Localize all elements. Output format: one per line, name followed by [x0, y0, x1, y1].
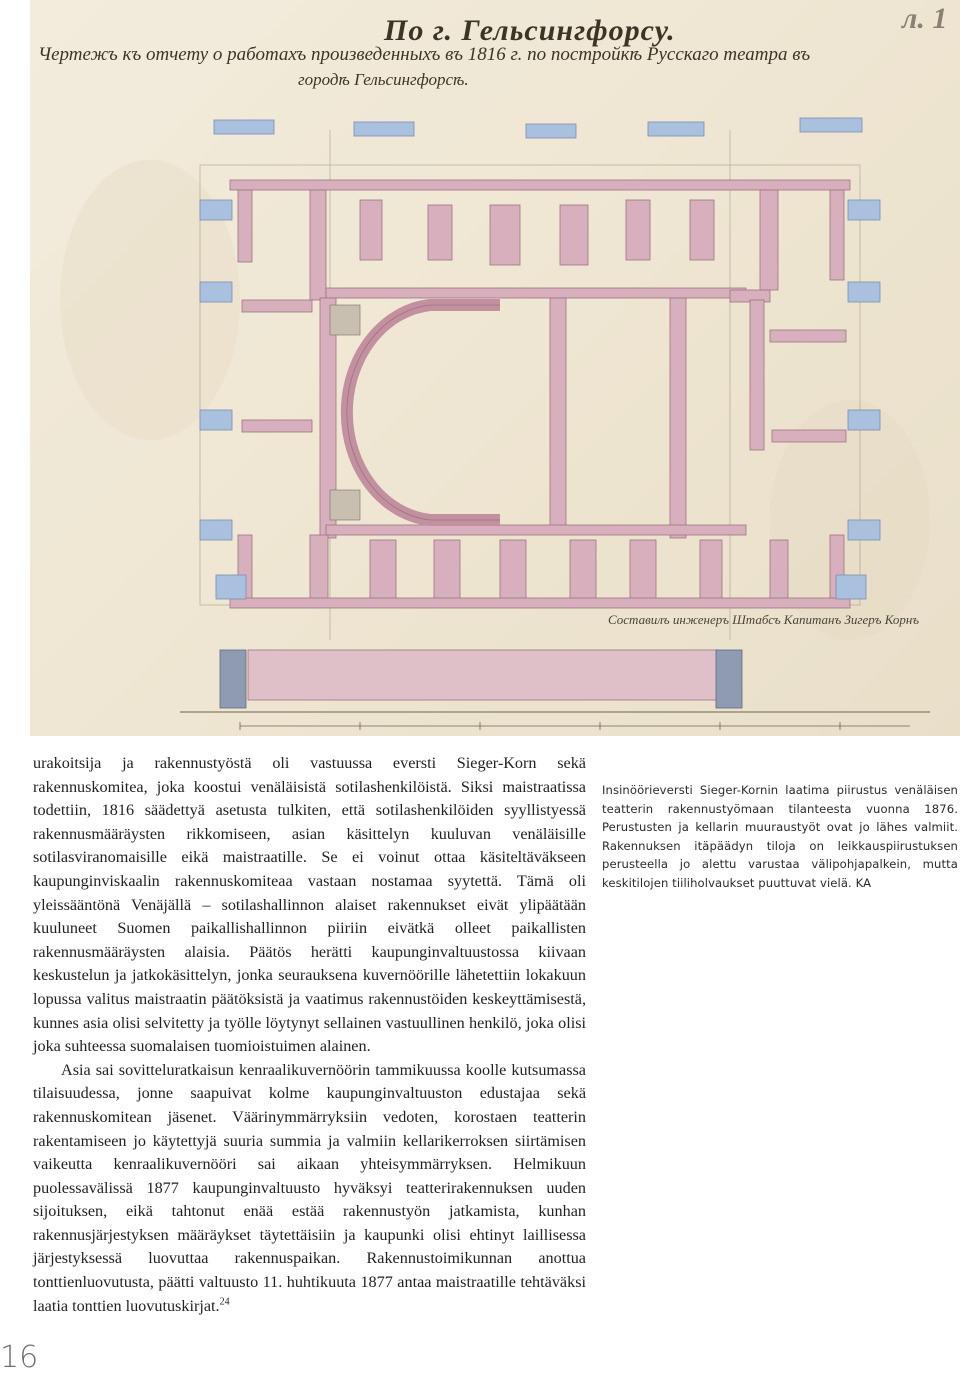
top-foundation-walls [214, 118, 862, 138]
plan-subtitle-line2: городѣ Гельсингфорсѣ. [298, 70, 469, 89]
plan-subtitle-line1: Чертежъ къ отчету о работахъ произведенныхъ въ 1816 г. по постройкѣ Русскаго театра въ [38, 44, 811, 65]
engineer-signature: Составилъ инженеръ Штабсъ Капитанъ Зигеръ Корнъ [608, 612, 920, 627]
page-number: 16 [0, 1340, 39, 1375]
plan-title: По г. Гельсингфорсу. [384, 14, 676, 47]
body-text [33, 752, 586, 1318]
body-paragraph-text: Asia sai sovitteluratkaisun kenraalikuvernöörin tammikuussa koolle kutsumassa tilaisuudessa, jonne saapuivat kolme kaupunginvaltuuston edustajaa sekä rakennuskomitean jäsenet. Väärinymmärryksiin vedoten, korostaen teatterin rakentamiseen jo käytettyjä suuria summia ja valmiin kellarikerroksen siirtämisen vaikeutta kenraalikuvernööri sai aikaan yhteisymmärryksen. Helmikuun puolessavälissä 1877 kaupunginvaltuusto hyväksyi teatterirakennuksen uuden sijoituksen, eikä tahtonut enää estää rakennustyön jatkamista, kunhan rakennusjärjestyksen määräykset täytettäisiin ja kaupunki olisi ehtinyt laillisessa järjestyksessä luovuttaa rakennuspaikan. Rakennustoimikunnan anottua tonttienluovutusta, päätti valtuusto 11. huhtikuuta 1877 antaa maistraatille tehtäväksi laatia tonttien luovutuskirjat. [33, 1060, 586, 1315]
scale-bar [240, 722, 910, 730]
body-paragraph [33, 1059, 586, 1319]
footnote-ref: 24 [219, 1296, 230, 1308]
body-paragraph: urakoitsija ja rakennustyöstä oli vastuussa eversti Sieger-Korn sekä rakennuskomitea, joka koostui venäläisistä sotilashenkilöistä. Siksi maistraatissa todettiin, 1816 säädettyä asetusta tulkiten, että sotilashenkilöiden syyllistyessä rakennusmääräysten rikkomiseen, asian käsittelyn kuuluvan venäläisille sotilasviranomaisille eikä maistraatille. Se ei voinut ottaa käsiteltäväkseen kaupunginviskaalin rakennuskomiteaa vastaan nostamaa syytettä. Tämä oli yleissääntönä Venäjällä – sotilashallinnon alaiset rakennukset eivät ylipäätään kuuluneet Suomen paikallishallinnon piiriin eivätkä olleet paikallisten rakennusmääräysten alaisia. Päätös herätti kaupunginvaltuustossa kiivaan keskustelun ja jatkokäsittelyn, jonka seurauksena kuvernöörille lähetettiin lokakuun lopussa valitus maistraatin päätöksistä ja vaatimus rakennustöiden keskeyttämisestä, kunnes asia olisi selvitetty ja työlle löytynyt sellainen vastuullinen henkilö, joka olisi joka suhteessa suomalaisen tuomioistuimen alainen. [33, 754, 586, 1056]
figure-caption: Insinöörieversti Sieger-Kornin laatima piirustus venäläisen teatterin rakennustyömaan tilanteesta vuonna 1876. Perustusten ja kellarin muuraustyöt ovat jo lähes valmiit. Rakennuksen itäpäädyn tiloja on leikkauspiirustuksen perusteella jo alettu varustaa välipohjapalkein, mutta keskitilojen tiiliholvaukset puuttuvat vielä. KA [602, 783, 958, 890]
floor-plan-drawing [30, 0, 960, 736]
sheet-number: л. 1 [902, 2, 948, 35]
auditorium-horseshoe [347, 305, 500, 520]
